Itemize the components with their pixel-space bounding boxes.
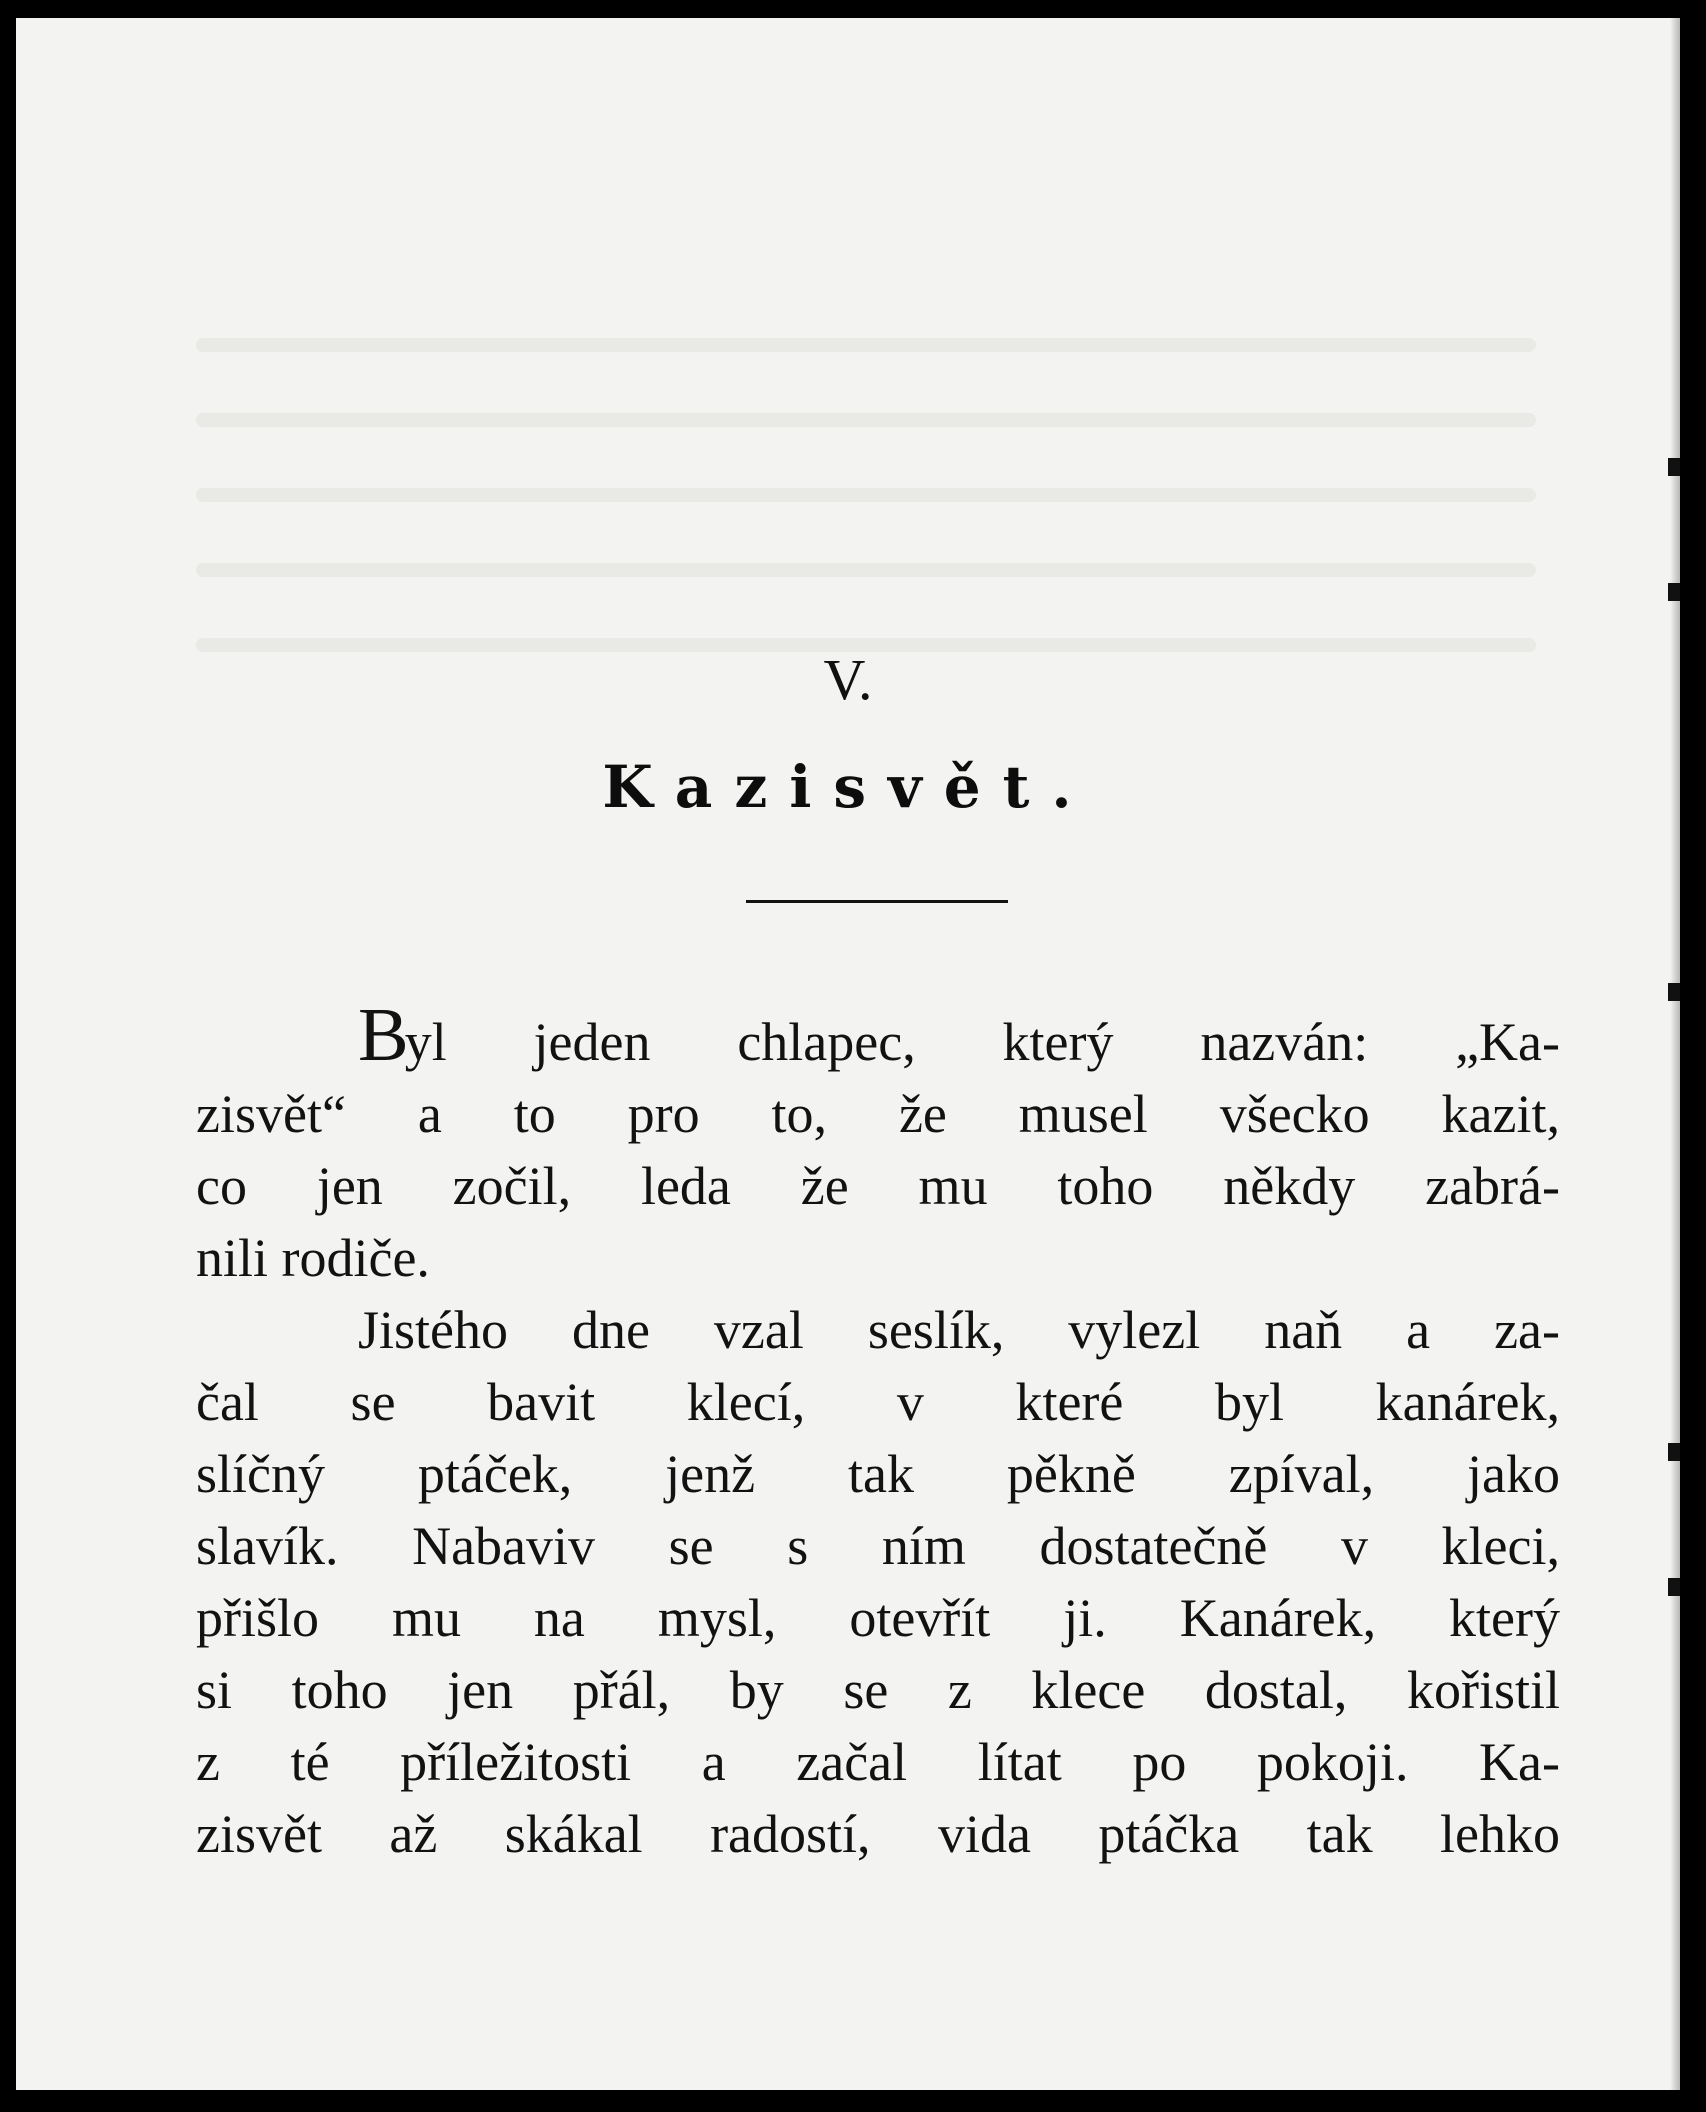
chapter-number: V. (823, 647, 873, 712)
title-divider (746, 900, 1008, 903)
chapter-title: Kazisvět. (602, 753, 1094, 821)
text-line: přišlo mu na mysl, otevřít ji. Kanárek, který (196, 1588, 1560, 1648)
text-line: zisvět“ a to pro to, že musel všecko kazit, (196, 1084, 1560, 1144)
margin-mark (1668, 1443, 1680, 1461)
bleed-through-line (196, 488, 1536, 502)
text-line: čal se bavit klecí, v které byl kanárek, (196, 1372, 1560, 1432)
margin-mark (1668, 458, 1680, 476)
page-edge-shadow (1670, 18, 1680, 2090)
text-line: z té příležitosti a začal lítat po pokoji. Ka- (196, 1732, 1560, 1792)
margin-mark (1668, 583, 1680, 601)
text-line: si toho jen přál, by se z klece dostal, kořistil (196, 1660, 1560, 1720)
text-line: slíčný ptáček, jenž tak pěkně zpíval, jako (196, 1444, 1560, 1504)
bleed-through-line (196, 338, 1536, 352)
margin-mark (1668, 983, 1680, 1001)
text-line: nili rodiče. (196, 1228, 430, 1288)
bleed-through-line (196, 413, 1536, 427)
text-line: Jistého dne vzal seslík, vylezl naň a za- (358, 1300, 1560, 1360)
chapter-body (196, 993, 1560, 1870)
bleed-through-line (196, 563, 1536, 577)
margin-mark (1668, 1578, 1680, 1596)
text-line: slavík. Nabaviv se s ním dostatečně v kleci, (196, 1516, 1560, 1576)
book-page (16, 18, 1680, 2090)
drop-cap: B (358, 993, 405, 1077)
text-line: zisvět až skákal radostí, vida ptáčka tak lehko (196, 1804, 1560, 1864)
text-line: Byl jeden chlapec, který nazván: „Ka- (358, 993, 1560, 1077)
text-line: co jen zočil, leda že mu toho někdy zabrá- (196, 1156, 1560, 1216)
